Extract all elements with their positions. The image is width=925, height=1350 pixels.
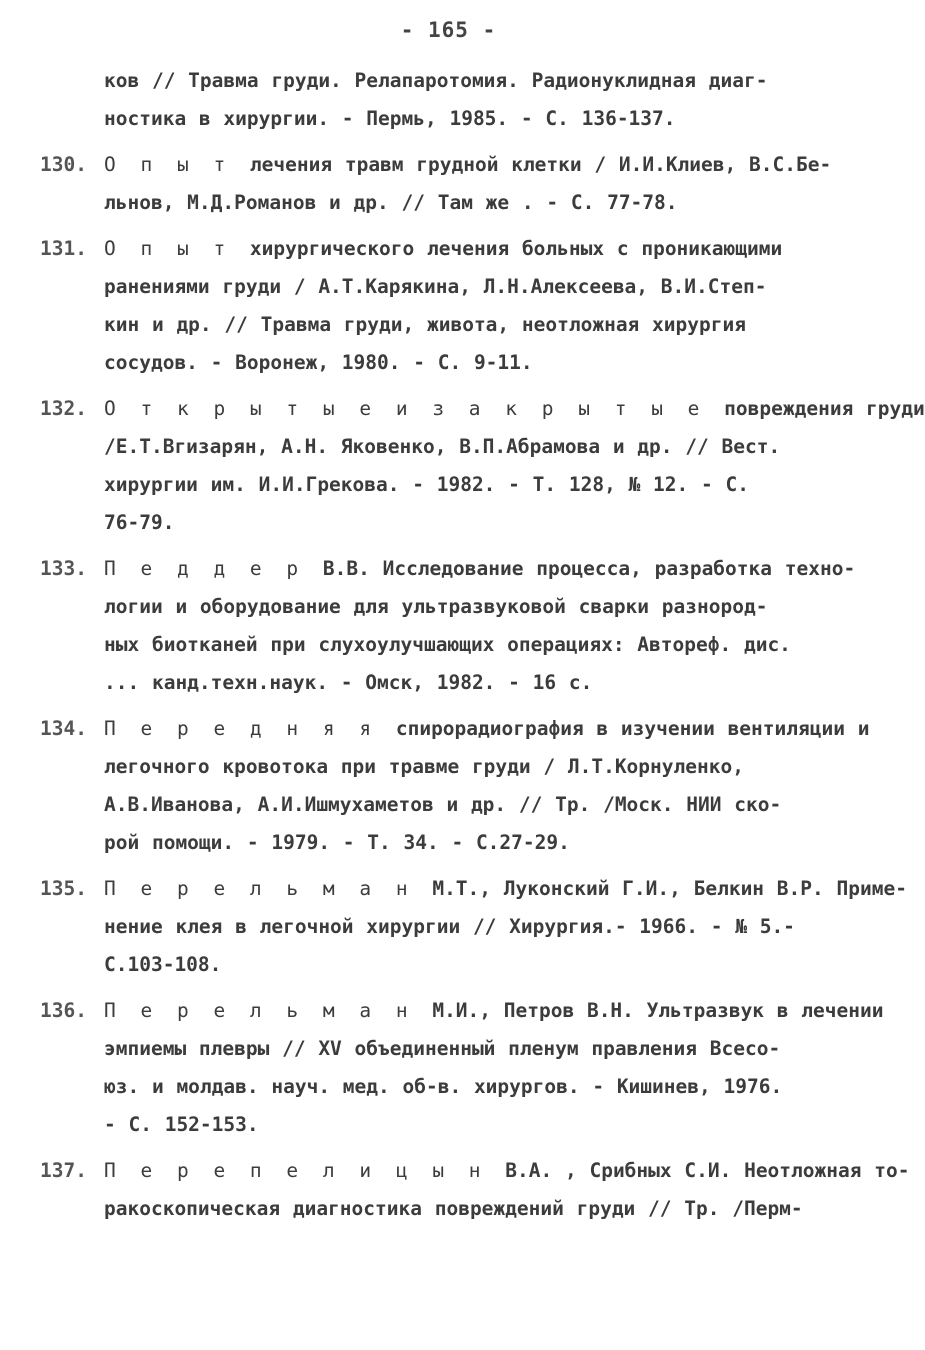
entry-heading-word: П е д д е р bbox=[104, 557, 323, 580]
entry-line-text: повреждения груди bbox=[724, 397, 925, 420]
entry-line bbox=[104, 588, 834, 626]
entry-text bbox=[104, 870, 907, 984]
entry-line bbox=[104, 786, 834, 824]
entry-line-text: ракоскопическая диагностика повреждений груди // Тр. /Перм- bbox=[104, 1197, 803, 1220]
entry-line bbox=[104, 268, 834, 306]
entry-number: 136. bbox=[40, 999, 87, 1022]
entry-line bbox=[104, 664, 834, 702]
entry-line bbox=[104, 390, 925, 428]
entry-line-text: М.И., Петров В.Н. Ультразвук в лечении bbox=[432, 999, 884, 1022]
entry-line-text: С.103-108. bbox=[104, 953, 222, 976]
entry-line bbox=[104, 870, 907, 908]
entry-heading-word: П е р е л ь м а н bbox=[104, 877, 433, 900]
entry-line-text: льнов, М.Д.Романов и др. // Там же . - С. 77-78. bbox=[104, 191, 678, 214]
entry-heading-word: П е р е д н я я bbox=[104, 717, 396, 740]
entry-line bbox=[104, 1106, 834, 1144]
entry-line bbox=[104, 908, 834, 946]
entry-number: 131. bbox=[40, 237, 87, 260]
entry-line-text: кин и др. // Травма груди, живота, неотложная хирургия bbox=[104, 313, 746, 336]
entry-text bbox=[104, 390, 925, 542]
entry-line bbox=[104, 1152, 910, 1190]
bibliography-list bbox=[40, 62, 925, 1236]
entry-line-text: В.А. , Срибных С.И. Неотложная то- bbox=[505, 1159, 910, 1182]
entry-line bbox=[104, 748, 834, 786]
entry-text bbox=[104, 62, 834, 138]
bibliography-entry bbox=[40, 870, 907, 984]
entry-number: 137. bbox=[40, 1159, 87, 1182]
entry-text bbox=[104, 992, 884, 1144]
entry-line bbox=[104, 992, 884, 1030]
bibliography-entry bbox=[40, 146, 840, 222]
entry-line bbox=[104, 466, 834, 504]
entry-line bbox=[104, 946, 834, 984]
entry-line-text: - С. 152-153. bbox=[104, 1113, 259, 1136]
page-number: - 165 - bbox=[400, 18, 497, 42]
entry-number: 133. bbox=[40, 557, 87, 580]
entry-number: 135. bbox=[40, 877, 87, 900]
entry-line bbox=[104, 428, 834, 466]
entry-text bbox=[104, 710, 870, 862]
bibliography-entry bbox=[40, 62, 840, 138]
entry-heading-word: О п ы т bbox=[104, 237, 250, 260]
entry-line-text: юз. и молдав. науч. мед. об-в. хирургов. - Кишинев, 1976. bbox=[104, 1075, 783, 1098]
entry-heading-word: О т к р ы т ы е и з а к р ы т ы е bbox=[104, 397, 725, 420]
entry-text bbox=[104, 1152, 910, 1228]
entry-number: 132. bbox=[40, 397, 87, 420]
entry-line-text: М.Т., Луконский Г.И., Белкин В.Р. Приме- bbox=[432, 877, 907, 900]
entry-number: 134. bbox=[40, 717, 87, 740]
entry-line bbox=[104, 504, 834, 542]
entry-line bbox=[104, 1190, 834, 1228]
entry-number: 130. bbox=[40, 153, 87, 176]
entry-line-text: ... канд.техн.наук. - Омск, 1982. - 16 с. bbox=[104, 671, 593, 694]
entry-line bbox=[104, 230, 834, 268]
entry-line-text: ных биотканей при слухоулучшающих операциях: Автореф. дис. bbox=[104, 633, 791, 656]
bibliography-entry bbox=[40, 550, 856, 702]
entry-line-text: 76-79. bbox=[104, 511, 175, 534]
entry-line bbox=[104, 626, 834, 664]
entry-line bbox=[104, 344, 834, 382]
entry-heading-word: О п ы т bbox=[104, 153, 250, 176]
entry-line bbox=[104, 146, 834, 184]
entry-line bbox=[104, 1030, 834, 1068]
entry-line-text: лечения травм грудной клетки / И.И.Клиев, В.С.Бе- bbox=[249, 153, 832, 176]
entry-line-text: сосудов. - Воронеж, 1980. - С. 9-11. bbox=[104, 351, 533, 374]
entry-line-text: нение клея в легочной хирургии // Хирургия.- 1966. - № 5.- bbox=[104, 915, 795, 938]
entry-text bbox=[104, 146, 834, 222]
entry-line bbox=[104, 100, 834, 138]
entry-line-text: ков // Травма груди. Релапаротомия. Радионуклидная диаг- bbox=[104, 69, 768, 92]
entry-line-text: рой помощи. - 1979. - Т. 34. - С.27-29. bbox=[104, 831, 570, 854]
entry-line-text: /Е.Т.Вгизарян, А.Н. Яковенко, В.П.Абрамова и др. // Вест. bbox=[104, 435, 781, 458]
entry-line-text: хирургического лечения больных с проникающими bbox=[249, 237, 783, 260]
entry-heading-word: П е р е л ь м а н bbox=[104, 999, 433, 1022]
entry-line-text: эмпиемы плевры // XV объединенный пленум правления Всесо- bbox=[104, 1037, 781, 1060]
entry-line-text: В.В. Исследование процесса, разработка техно- bbox=[322, 557, 856, 580]
entry-line-text: ранениями груди / А.Т.Карякина, Л.Н.Алексеева, В.И.Степ- bbox=[104, 275, 767, 298]
entry-line-text: А.В.Иванова, А.И.Ишмухаметов и др. // Тр. /Моск. НИИ ско- bbox=[104, 793, 782, 816]
entry-heading-word: П е р е п е л и ц ы н bbox=[104, 1159, 506, 1182]
bibliography-entry bbox=[40, 390, 925, 542]
entry-line-text: спирорадиография в изучении вентиляции и bbox=[395, 717, 870, 740]
entry-line bbox=[104, 710, 870, 748]
entry-line bbox=[104, 184, 834, 222]
entry-line bbox=[104, 306, 834, 344]
entry-line bbox=[104, 62, 834, 100]
bibliography-entry bbox=[40, 230, 840, 382]
bibliography-entry bbox=[40, 710, 870, 862]
entry-text bbox=[104, 230, 834, 382]
entry-line bbox=[104, 824, 834, 862]
entry-line-text: хирургии им. И.И.Грекова. - 1982. - Т. 128, № 12. - С. bbox=[104, 473, 749, 496]
entry-line bbox=[104, 550, 856, 588]
entry-line-text: логии и оборудование для ультразвуковой сварки разнород- bbox=[104, 595, 768, 618]
entry-text bbox=[104, 550, 856, 702]
entry-line-text: легочного кровотока при травме груди / Л.Т.Корнуленко, bbox=[104, 755, 744, 778]
entry-line bbox=[104, 1068, 834, 1106]
bibliography-entry bbox=[40, 1152, 910, 1228]
bibliography-entry bbox=[40, 992, 884, 1144]
entry-line-text: ностика в хирургии. - Пермь, 1985. - С. 136-137. bbox=[104, 107, 676, 130]
